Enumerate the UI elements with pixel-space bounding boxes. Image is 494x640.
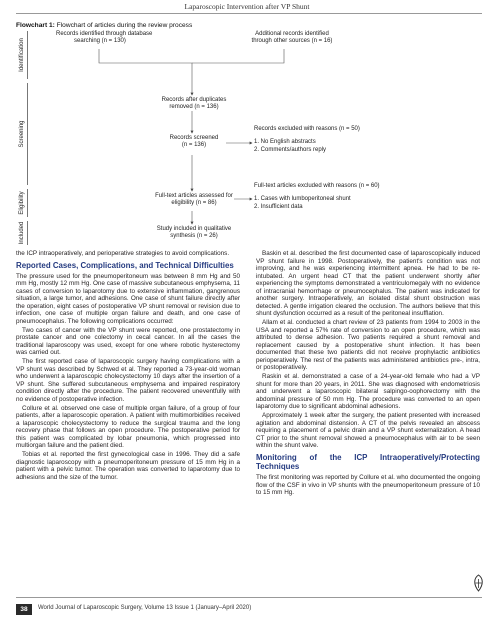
arrow-other-to-dedup <box>192 49 284 63</box>
paragraph: The first monitoring was reported by Collure et al. who documented the ongoing flow of the CSF in vivo in VP shunts with the pneumoperitoneum pressure of 10 to 15 mm Hg. <box>256 474 480 497</box>
section-heading: Monitoring of the ICP Intraoperatively/Protecting Techniques <box>256 452 480 471</box>
paragraph: the ICP intraoperatively, and perioperative strategies to avoid complications. <box>16 250 230 257</box>
stage-screening: Screening <box>16 83 28 185</box>
running-head: Laparoscopic Intervention after VP Shunt <box>184 2 310 11</box>
journal-citation: World Journal of Laparoscopic Surgery, Volume 13 Issue 1 (January–April 2020) <box>38 605 252 611</box>
page-number: 38 <box>16 604 32 615</box>
box-studies-included: Study included in qualitative synthesis (n = 26) <box>156 226 232 240</box>
figure-caption-text: Flowchart of articles during the review process <box>54 22 193 29</box>
paragraph: Two cases of cancer with the VP shunt were reported, one prostatectomy in prostate cancer and one colectomy in cecal cancer. In all the cases the traditional laparoscopy was used, except for one where robotic hysterectomy was carried out. <box>16 326 240 357</box>
paragraph: The pressure used for the pneumoperitoneum was between 8 mm Hg and 50 mm Hg, mostly 12 mm Hg. One case of massive subcutaneous emphysema, 11 cases of conversion to laparotomy due to extensive inflammation, gangrenous situation, a large tumor, and adhesions. One case of shunt failure directly after the operation, eight cases of postoperative VP shunt removal or revision due to infection, one case of multiple organ failure and death, and one case of pneumocephalus. The following complications occurred: <box>16 272 240 326</box>
paragraph: Approximately 1 week after the surgery, the patient presented with increased agitation and abdominal distension. A CT of the pelvis revealed an abscess requiring a placement of a pelvic drain and a VP shunt externalization. A head CT prior to the shunt removal showed a pneumocephalus with air to be seen within the shunt valve. <box>256 412 480 450</box>
right-column <box>256 250 480 498</box>
figure-caption-label: Flowchart 1: <box>16 22 55 29</box>
top-rule <box>16 13 482 14</box>
box-records-screened: Records screened (n = 136) <box>169 135 219 149</box>
paragraph: Allam et al. conducted a chart review of 23 patients from 1994 to 2003 in the USA and reported a 57% rate of conversion to an open procedure, which was attributed to dense adhesion. Two patients required a shunt removal and replacement caused by a postoperative shunt infection. It has been documented that these two patients did not receive prophylactic antibiotics perioperatively. The rest of the patients was administered antibiotics pre-, intra, or postoperatively. <box>256 319 480 372</box>
paragraph: Collure et al. observed one case of multiple organ failure, of a group of four patients, after a laparoscopic operation. A patient with multimorbidities received a laparoscopic cholecystectomy to reduce the surgical trauma and the long recovery phase that follows an open procedure. The postoperative period for this patient was complicated by lobar pneumonia, which progressed into multiorgan failure and the patient died. <box>16 404 240 450</box>
paragraph: The first reported case of laparoscopic surgery having complications with a VP shunt was described by Schwed et al. They reported a 73-year-old woman who underwent a laparoscopic cholecystectomy 10 days after the insertion of a VP shunt. She suffered subcutaneous emphysema and impaired respiratory condition directly after the procedure. The patient recovered uneventfully with no evidence of postoperative infection. <box>16 358 240 403</box>
prisma-flowchart <box>16 31 482 246</box>
paragraph: Tobias et al. reported the first gynecological case in 1996. They did a safe diagnostic laparoscopy with a pneumoperitoneum pressure of 15 mm Hg in a patient with a pelvic tumor. The operation was converted to laparotomy due to adhesions and the size of the tumor. <box>16 451 240 481</box>
arrow-db-to-dedup <box>99 49 192 95</box>
paragraph: Baskin et al. described the first documented case of laparoscopically induced VP shunt failure in 1998. Postoperatively, the patient's condition was not improving, and he was experiencing intermittent apnea. He had to be re-intubated. An urgent head CT that the patient underwent shortly after experiencing the symptoms demonstrated a ventriculomegaly with no evidence of intracranial hemorrhage or pneumocephalus. The patient was indicated for another surgery. Intraoperatively, an isolated distal shunt obstruction was detected. A gentle irrigation cleared the occlusion. The authors believe that this shunt dysfunction occurred as a result of the peritoneal insufflation. <box>256 250 480 318</box>
publisher-logo-icon <box>471 574 486 592</box>
box-records-excluded: Records excluded with reasons (n = 50) 1. No English abstracts 2. Comments/authors reply <box>254 126 360 153</box>
stage-identification: Identification <box>16 31 28 79</box>
stage-eligibility: Eligibility <box>16 189 28 217</box>
box-fulltext-assessed: Full-text articles assessed for eligibility (n = 86) <box>155 193 233 207</box>
section-heading: Reported Cases, Complications, and Technical Difficulties <box>16 260 234 270</box>
box-other-records: Additional records identified through other sources (n = 16) <box>251 31 333 45</box>
box-after-duplicates: Records after duplicates removed (n = 136) <box>161 97 227 111</box>
box-fulltext-excluded: Full-text articles excluded with reasons (n = 60) 1. Cases with lumboperitoneal shunt 2. Insufficient data <box>254 183 380 210</box>
footer-rule <box>16 597 482 598</box>
stage-included: Included <box>16 221 28 245</box>
paragraph: Raskin et al. demonstrated a case of a 24-year-old female who had a VP shunt for more than 20 years, in 2011. She was diagnosed with endometriosis and underwent a laparoscopic bilateral salpingo-oophorectomy with the abdominal pressure of 50 mm Hg. The procedure was converted to an open laparotomy due to significant abdominal adhesions. <box>256 373 480 411</box>
box-database-records: Records identified through database searching (n = 130) <box>56 31 153 45</box>
left-column <box>16 250 240 482</box>
figure-caption <box>16 22 192 29</box>
